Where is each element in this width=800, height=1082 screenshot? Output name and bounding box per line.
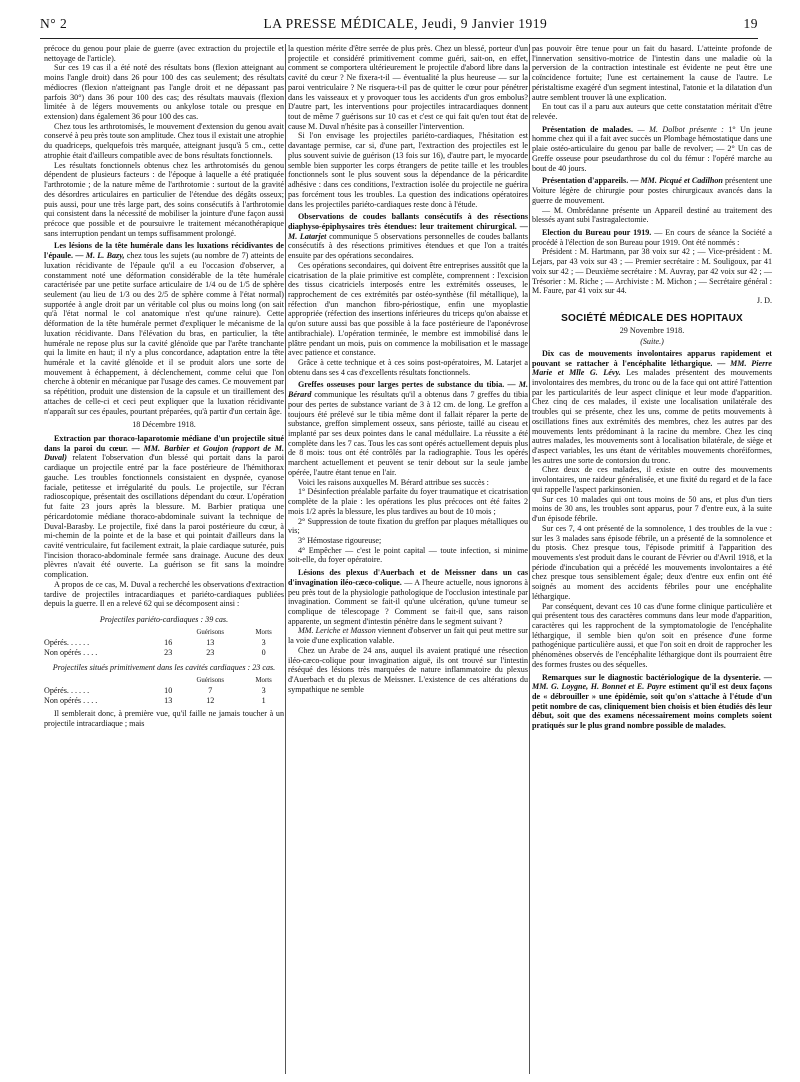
article	[532, 673, 772, 731]
paragraph: — M. Ombrédanne présente un Appareil destiné au traitement des blessés ayant subi l'astragalectomie.	[532, 205, 772, 225]
cell: 7	[208, 686, 213, 696]
article-body: communique les résultats qu'il a obtenus dans 7 greffes du tibia pour des pertes de substance variant de 3 à 12 cm. de long. Le greffon a toujours été prélevé sur le tibia même dont il fallait réparer la perte de substance, greffon simplement osseux, sans périoste, taillé au ciseau et implanté par ses deux pointes dans le canal médullaire. La réussite a été complète dans les 7 cas. Tous les cas sont opérés actuellement depuis plus de 8 mois: tous ont été contrôlés par la radiographie. Tous les opérés marchent actuellement et peuvent se tenir debout sur la seule jambe opérée, l'autre étant tenue en l'air.	[288, 390, 528, 477]
cell: 3	[261, 686, 266, 696]
table-row	[44, 648, 284, 658]
cell: 3	[261, 638, 266, 648]
table-header-row	[44, 675, 284, 687]
table-caption: Projectiles situés primitivement dans les cavités cardiaques : 23 cas.	[52, 663, 276, 673]
article-body: estiment qu'il est deux façons de « débrouiller » une épidémie, soit qu'on s'attache à l'étude d'un petit nombre de cas, cliniquement bien choisis et bien étudiés dès leur début, soit que des examens nécessairement moins complets soient pratiqués sur le plus grand nombre possible de malades.	[532, 682, 772, 731]
session-date: 18 Décembre 1918.	[132, 420, 196, 430]
article-author: — M. Bérard	[288, 380, 528, 400]
article	[288, 380, 528, 477]
section-title: SOCIÉTÉ MÉDICALE DES HOPITAUX	[561, 312, 743, 324]
paragraph: Si l'on envisage les projectiles pariéto-cardiaques, l'hésitation est davantage permise, car si, d'une part, l'extraction des projectiles est le plus souvent suivie de guérison (13 fois sur 16), d'autre part, le myocarde semble bien supporter les corps étrangers de petite taille et les troubles fonctionnels sont le plus souvent sous la dépendance de la péricardite adhésive : dans ces conditions, l'extraction isolée du projectile ne guérira pas forcément tous les troubles. La question des indications opératoires dans les projectiles pariéto-cardiaques reste donc à l'étude.	[288, 131, 528, 209]
stats-table	[44, 675, 284, 706]
article-heading: Greffes osseuses pour larges pertes de substance du tibia.	[298, 380, 505, 390]
article	[532, 125, 772, 174]
article-author: — MM. Barbier et Goujon (rapport de M. Duval)	[44, 443, 284, 463]
column-1	[44, 44, 284, 1074]
cell: 23	[164, 647, 173, 657]
column-divider	[285, 44, 286, 1074]
article	[532, 228, 772, 247]
paragraph: Par conséquent, devant ces 10 cas d'une forme clinique particulière et qui présentent tous des caractères communs dans leur mode d'apparition, caractères qui les rapprochent de la symptomatologie de l'encéphalite léthargique, il semble bien qu'on soit en présence d'une forme pathogénique particulière aussi, et que l'on soit en droit de rapprocher les phénomènes observés de l'encéphalite léthargique dont ils pourraient être des formes frustes ou des séquelles.	[532, 601, 772, 669]
column-header: Morts	[255, 628, 272, 636]
paragraph: 2° Suppression de toute fixation du greffon par plaques métalliques ou vis;	[288, 516, 528, 536]
page-header	[40, 16, 758, 36]
column-divider	[529, 44, 530, 1074]
row-label: Non opérés . . . .	[44, 647, 98, 657]
cell: 10	[164, 686, 173, 696]
article-heading: Election du Bureau pour 1919.	[542, 227, 652, 237]
article-body: présentent une Voiture légère de chirurgie pour postes chirurgicaux avancés dans la guerre de mouvement.	[532, 176, 772, 205]
row-label: Opérés. . . . . .	[44, 638, 90, 648]
paragraph: Sur ces 7, 4 ont présenté de la somnolence, 1 des troubles de la vue : sur les 3 malades sans épisode fébrile, un a présenté de la somnolence et du ptosis. Chez presque tous, l'épisode primitif à l'apparition des mouvements s'est produit dans le courant de Février ou d'Avril 1918, et la période d'incubation qui a précédé les mouvements involontaires a été chez presque tous sensiblement égale; deux d'entre eux enfin ont été soignés au moment des accidents fébriles pour une encéphalite léthargique.	[532, 523, 772, 601]
article-author: MM. Leriche et Masson	[298, 626, 376, 636]
session-date: 29 Novembre 1918.	[619, 326, 685, 336]
continued-note: (Suite.)	[640, 337, 664, 347]
article-body: — A l'heure actuelle, nous ignorons à peu près tout de la physiologie pathologique de l'occlusion intestinale par invagination. Comment se fait-il qu'une ulcération, qu'une tumeur se complique de télescopage ? Comment se fait-il que, sans raison apparente, un segment d'intestin pénètre dans le segment suivant ?	[288, 577, 528, 626]
paragraph: pas pouvoir être tenue pour un fait du hasard. L'atteinte profonde de l'innervation sensitivo-motrice de l'intestin dans une maladie où la perversion de la contraction intestinale est évidente ne peut être une coïncidence fortuite; l'une est certainement la cause de l'autre. Le péristaltisme exagéré d'un segment intestinal, l'atonie et la dilatation d'un autre semblent trouver là une explication.	[532, 44, 772, 102]
cell: 23	[206, 647, 215, 657]
table-row	[44, 686, 284, 696]
article-author: — MM. Pierre Marie et Mlle G. Lévy.	[532, 358, 772, 378]
article-heading: Observations de coudes ballants consécutifs à des résections diaphyso-épiphysaires très étendues: leur traitement chirurgical.	[288, 212, 528, 231]
article-body: communique 5 observations personnelles de coudes ballants consécutifs à des résections primitives étendues et que l'on a traités ensuite par des opérations secondaires.	[288, 231, 528, 261]
cell: 13	[206, 638, 215, 648]
cell: 16	[164, 638, 173, 648]
journal-title: LA PRESSE MÉDICALE, Jeudi, 9 Janvier 1919	[263, 16, 548, 31]
article-body: 1° Un jeune homme chez qui il a fait avec succès un Plombage hémostatique dans une plaie ostéo-articulaire du genou par balle de revolver; — 2° Un cas de Greffe osseuse pour pseudarthrose du col du fémur : l'opéré marche au bout de 40 jours.	[532, 124, 772, 173]
column-header: Guérisons	[196, 676, 225, 684]
paragraph: A propos de ce cas, M. Duval a recherché les observations d'extraction tardive de projectiles intracardiaques et pariéto-cardiaques publiées depuis la guerre. Il en a relevé 62 qui se décomposent ainsi :	[44, 579, 284, 609]
article	[288, 212, 528, 261]
paragraph: Chez un Arabe de 24 ans, auquel ils avaient pratiqué une résection iléo-cæco-colique pour invagination aiguë, ils ont trouvé sur l'intestin réséqué des lésions très marquées de nature inflammatoire du plexus d'Auerbach et du plexus de Meissner. L'existence de ces altérations du sympathique ne semble	[288, 645, 528, 694]
article-heading: Lésions des plexus d'Auerbach et de Meissner dans un cas d'invagination iléo-cæco-colique.	[288, 568, 528, 587]
article-body: chez tous les sujets (au nombre de 7) atteints de luxation récidivante de l'épaule qu'il a eu l'occasion d'observer, a constamment noté une déformation considérable de la tête humérale caractérisée par une petite surface articulaire de 1/4 ou de 1/5 de sphère seulement (au lieu de 1/3 ou des 2/5 de sphère comme à l'état normal) supportée à angle droit par un véritable col plus ou moins long (on sait qu'à l'état normal le col anatomique n'est qu'une rainure). Cette déformation de la tête humérale permet d'expliquer le mécanisme de la luxation récidivante. Dans l'élévation du bras, en particulier, la tête humérale ne repose plus sur la cavité glénoïde que par l'arête tranchante qui la limite en haut; il n'y a plus concordance, adaptation entre la tête humérale et la cavité glénoïde et il se produit alors une sorte de mouvement à échappement, à déclenchement, comme celui que l'on cherche à obtenir en mécanique par l'usage des cames. Ce mouvement par sa répétition, produit une distension de la capsule et un tiraillement des attaches de celle-ci et ceci peut expliquer que la luxation récidivante n'apparaît sur ces épaules, pourtant préparées, qu'à partir d'un certain âge.	[44, 251, 284, 416]
issue-number: N° 2	[40, 16, 68, 31]
article-author: — M. L. Bazy,	[75, 251, 125, 261]
page-number: 19	[743, 16, 758, 31]
table-header-row	[44, 627, 284, 639]
cell: 0	[261, 647, 266, 657]
article	[44, 434, 284, 580]
column-header: Morts	[255, 676, 272, 684]
paragraph: Les résultats fonctionnels obtenus chez les arthrotomisés du genou dépendent de plusieurs facteurs : de l'époque à laquelle a été pratiquée l'arthrotomie ; de la nature même de l'arthrotomie : surtout de la gravité des désordres articulaires en particulier de l'étendue des dégâts osseux; puis aussi, pour une très large part, des soins consécutifs à l'arthrotomie qui consistent dans la nécessité de mobiliser la jointure d'une façon aussi précoce que possible et de poursuivre le traitement mécanothérapique sans interruption pendant un temps suffisamment prolongé.	[44, 160, 284, 238]
article	[532, 349, 772, 466]
table-row	[44, 638, 284, 648]
article-author: — MM. Picqué et Cadilhon	[630, 176, 723, 186]
column-header: Guérisons	[196, 628, 225, 636]
article-body: viennent d'observer un fait qui peut mettre sur la voie d'une explication valable.	[288, 626, 528, 646]
paragraph: Sur ces 19 cas il a été noté des résultats bons (flexion atteignant au moins l'angle droit) dans 26 pour 100 des cas seulement; des résultats médiocres (flexion n'atteignant pas l'angle droit et ne dépassant pas parfois 30°) dans 36 pour 100 des cas; des résultats mauvais (flexion limitée à de légers mouvements ou ankylose totale ou presque en extension) dans également 36 pour 100 des cas.	[44, 63, 284, 122]
cell: 13	[164, 695, 173, 705]
article-body: — En cours de séance la Société a procédé à l'élection de son Bureau pour 1919. Ont été nommés :	[532, 227, 772, 247]
paragraph: Grâce à cette technique et à ces soins post-opératoires, M. Latarjet a obtenu dans ses 4 cas d'excellents résultats fonctionnels.	[288, 358, 528, 377]
signature: J. D.	[756, 295, 772, 305]
article-author: — MM. G. Loygne, H. Bonnet et E. Payre	[532, 672, 772, 692]
article-heading: Remarques sur le diagnostic bactériologique de la dysenterie.	[542, 672, 761, 682]
article	[532, 176, 772, 205]
header-rule	[40, 38, 758, 39]
table-caption: Projectiles pariéto-cardiaques : 39 cas.	[99, 614, 229, 624]
article-heading: Extraction par thoraco-laparotomie médiane d'un projectile situé dans la paroi du cœur.	[44, 434, 284, 453]
paragraph: Président : M. Hartmann, par 38 voix sur 42 ; — Vice-président : M. Lejars, par 43 voix sur 43 ; — Premier secrétaire : M. Souligoux, par 41 voix sur 42 ; — Deuxième secrétaire : M. Auvray, par 42 voix sur 42 ; — Trésorier : M. Riche ; — Archiviste : M. Michon ; — Secrétaire général : M. Faure, par 41 voix sur 44.	[532, 247, 772, 296]
row-label: Opérés. . . . . .	[44, 686, 90, 696]
cell: 12	[206, 695, 215, 705]
article-author: — M. Dolbot présente :	[637, 124, 724, 134]
paragraph: 3° Hémostase rigoureuse;	[298, 535, 382, 545]
paragraph: Ces opérations secondaires, qui doivent être entreprises aussitôt que la cicatrisation de la plaie primitive est complète, comprennent : l'excision des tissus cicatriciels interposés entre les extrémités osseuses, le rapprochement de ces extrémités par ostéo-synthèse (fil métallique), la réfection d'un manchon fibro-périostique, enfin une myoplastie appropriée (réfection des insertions inférieures du triceps qu'on abaisse et qu'on suture aussi bas que possible à la face postérieure de l'aponévrose antibrachiale). L'opération terminée, le membre est immobilisé dans le plâtre pendant un mois, puis on commence la mobilisation et le massage avec patience et constance.	[288, 260, 528, 358]
column-3	[532, 44, 772, 1074]
paragraph: 1° Désinfection préalable parfaite du foyer traumatique et cicatrisation complète de la plaie : les opérations les plus précoces ont été faites 2 mois 1/2 après la blessure, les plus tardives au bout de 10 mois ;	[288, 487, 528, 516]
paragraph: Il semblerait donc, à première vue, qu'il faille ne jamais toucher à un projectile intracardiaque ; mais	[44, 709, 284, 729]
paragraph: précoce du genou pour plaie de guerre (avec extraction du projectile et nettoyage de l'article).	[44, 44, 284, 63]
paragraph: Voici les raisons auxquelles M. Bérard attribue ses succès :	[298, 477, 489, 487]
article-heading: Présentation d'appareils.	[542, 176, 629, 186]
article-author: — M. Latarjet	[288, 221, 528, 241]
article	[44, 241, 284, 416]
column-2	[288, 44, 528, 1074]
article	[288, 568, 528, 626]
table-row	[44, 696, 284, 706]
article-body: relatent l'observation d'un blessé qui portait dans la paroi cardiaque un projectile entré par la face postérieure de l'hémithorax gauche. Les troubles fonctionnels consistaient en dyspnée, cyanose faciale, petitesse et irrégularité du pouls. Le projectile, sur l'écran radioscopique, présentait des oscillations dépendant du cœur. L'opération fut faite 23 jours après la blessure. M. Barbier pratiqua une péricardotomie médiane thoraco-abdominale suivant la technique de Duval-Barasby. Le projectile, fixé dans la paroi postérieure du cœur, à mi-chemin de la pointe et de la base et qui pointait d'ailleurs dans la cavité ventriculaire, fut facilement extrait, la plaie cardiaque suturée, puis l'incision thoraco-abdominale fermée sans drainage. Aucune des deux plèvres n'avait été ouverte. La guérison se fit sans la moindre complication.	[44, 453, 284, 580]
paragraph: Chez deux de ces malades, il existe en outre des mouvements involontaires, une raideur généralisée, et une fixité du regard et de la face qui rappelle l'aspect parkinsonien.	[532, 465, 772, 494]
paragraph: Chez tous les arthrotomisés, le mouvement d'extension du genou avait conservé à peu près toute son amplitude. Chez tous il existait une atrophie du quadriceps, quelquefois très marquée, atteignant jusqu'à 5 cm., cette atrophie était d'ailleurs compatible avec de bons résultats fonctionnels.	[44, 121, 284, 160]
article	[288, 626, 528, 645]
article-heading: Dix cas de mouvements involontaires apparus rapidement et pouvant se rattacher à l'encéphalite léthargique.	[532, 348, 772, 368]
row-label: Non opérés . . . .	[44, 695, 98, 705]
paragraph: Sur ces 10 malades qui ont tous moins de 50 ans, et plus d'un tiers moins de 30 ans, les troubles sont apparus, pour 7 d'entre eux, à la suite d'un épisode fébrile.	[532, 494, 772, 524]
paragraph: En tout cas il a paru aux auteurs que cette constatation méritait d'être relevée.	[532, 102, 772, 122]
article-body: Les malades présentent des mouvements involontaires des membres, du tronc ou de la face qui ont attiré l'attention par les particularités de leur aspect clinique et leur mode d'apparition. Chez cinq de ces malades, il existe une localisation unilatérale des troubles qui se présente, chez les uns, comme de petits mouvements à oscillations fines aux extrémités des membres, chez les autres par des mouvements lents prédominant à la racine du membre. Chez les cinq autres malades, les mouvements sont à localisation bilatérale, de siège et d'aspect variables, les uns étant de véritables mouvements choréiformes, les autres une sorte de contorsion du tronc.	[532, 368, 772, 465]
stats-table	[44, 627, 284, 658]
article-heading: Présentation de malades.	[542, 124, 633, 134]
paragraph: 4° Empêcher — c'est le point capital — toute infection, si minime soit-elle, du foyer opératoire.	[288, 545, 528, 565]
paragraph: la question mérite d'être serrée de plus près. Chez un blessé, porteur d'un projectile et considéré primitivement comme guéri, sait-on, en effet, comment se comportera ultérieurement le projectile d'abord libre dans la cavité du cœur ? Ne fixera-t-il — éventualité la plus heureuse — sur la paroi ventriculaire ? Ne risquera-t-il pas de quitter le cœur pour pénétrer dans les vaisseaux et y provoquer tous les accidents d'un gros embolus? D'autre part, les interventions pour projectiles intracardiaques donnent tout de même 7 guérisons sur 10 cas et c'est ce qui fait qu'en tout état de cause M. Duval n'hésite pas à conseiller l'intervention.	[288, 44, 528, 131]
cell: 1	[261, 695, 266, 705]
article-heading: Les lésions de la tête humérale dans les luxations récidivantes de l'épaule.	[44, 241, 284, 261]
